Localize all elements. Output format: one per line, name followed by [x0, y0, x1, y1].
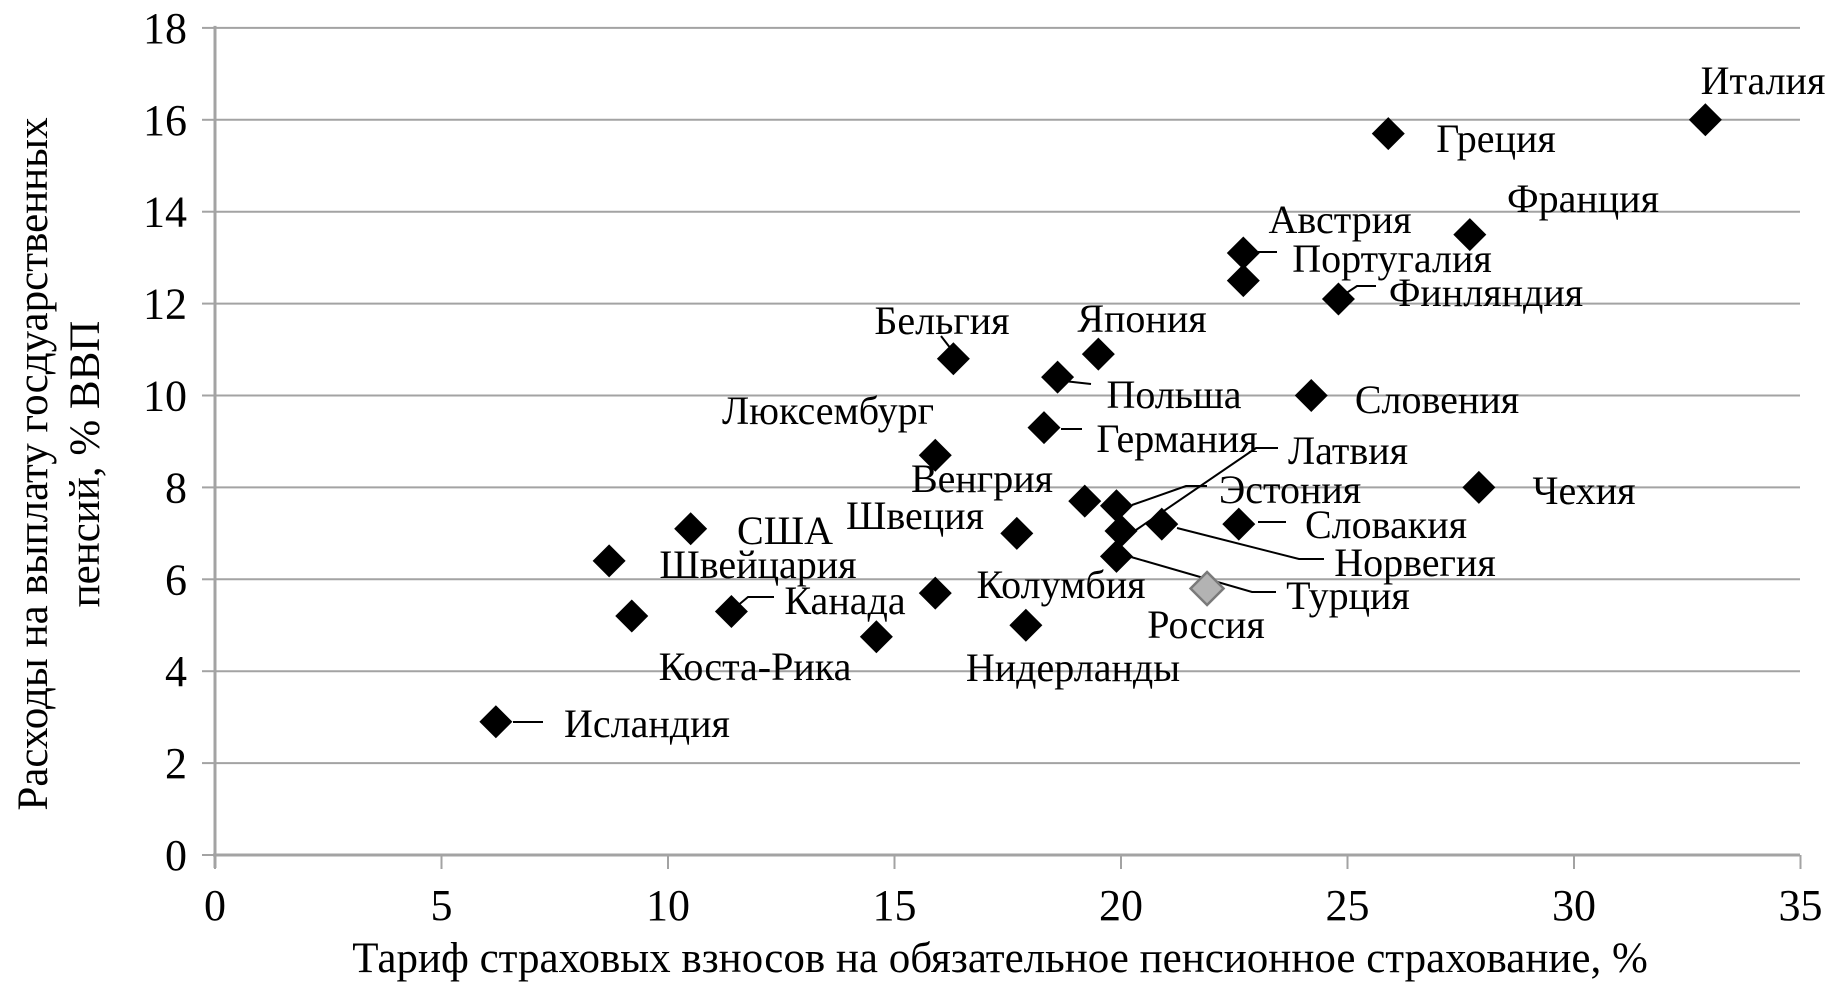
point-label: Португалия [1292, 236, 1492, 281]
scatter-point-швейцария [593, 544, 626, 577]
x-tick-label: 10 [646, 881, 690, 930]
scatter-point [615, 600, 648, 633]
leader-line [1177, 528, 1324, 559]
scatter-point-сша [674, 512, 707, 545]
y-tick-label: 10 [143, 371, 187, 421]
y-tick-label: 2 [165, 739, 187, 789]
y-tick-label: 18 [143, 3, 187, 53]
scatter-point-португалия [1227, 264, 1260, 297]
scatter-point-россия [1191, 572, 1224, 605]
point-label: Эстония [1218, 467, 1362, 512]
scatter-point-германия [1027, 411, 1060, 444]
y-tick-label: 8 [165, 463, 187, 513]
point-label: Венгрия [910, 456, 1054, 501]
scatter-point-венгрия [1068, 485, 1101, 518]
y-tick-label: 6 [165, 555, 187, 605]
point-label: Япония [1077, 296, 1207, 341]
scatter-point-финляндия [1322, 283, 1355, 316]
point-label: Чехия [1532, 468, 1636, 513]
point-label: Норвегия [1334, 540, 1496, 585]
leader-line [1345, 286, 1376, 294]
scatter-point-словакия [1222, 508, 1255, 541]
scatter-point-нидерланды [1009, 609, 1042, 642]
point-label: Греция [1436, 116, 1556, 161]
point-label: Франция [1507, 176, 1659, 221]
y-tick-label: 16 [143, 95, 187, 145]
scatter-point-коста-рика [860, 620, 893, 653]
y-axis-title-line1: Расходы на выплату госдуарственных [10, 117, 57, 811]
y-axis-title-line2: пенсий, % ВВП [62, 320, 109, 608]
point-label: Россия [1147, 602, 1265, 647]
point-label: Коста-Рика [658, 644, 852, 689]
scatter-point-колумбия [919, 577, 952, 610]
point-label: Словения [1354, 377, 1520, 422]
scatter-point-италия [1689, 103, 1722, 136]
scatter-point-латвия [1105, 515, 1138, 548]
scatter-point-норвегия [1145, 508, 1178, 541]
x-tick-label: 30 [1552, 881, 1596, 930]
scatter-point-словения [1295, 379, 1328, 412]
x-tick-label: 25 [1325, 881, 1370, 930]
point-label: Италия [1700, 58, 1826, 103]
x-tick-label: 0 [204, 881, 226, 930]
scatter-point-эстония [1100, 489, 1133, 522]
x-tick-label: 35 [1778, 881, 1823, 930]
x-axis-title: Тариф страховых взносов на обязательное пенсионное страхование, % [352, 935, 1648, 982]
point-label: Латвия [1287, 428, 1409, 473]
y-tick-label: 4 [165, 647, 187, 697]
point-label: Швеция [846, 493, 984, 538]
scatter-point-бельгия [937, 342, 970, 375]
y-axis-title [4, 2, 116, 926]
x-tick-label: 15 [872, 881, 917, 930]
scatter-point-япония [1082, 338, 1115, 371]
scatter-point-польша [1041, 361, 1074, 394]
point-label: Словакия [1305, 502, 1467, 547]
point-label: Люксембург [722, 388, 934, 433]
scatter-point-чехия [1462, 471, 1495, 504]
point-label: Швейцария [659, 542, 857, 587]
scatter-point-греция [1372, 117, 1405, 150]
point-label: Колумбия [976, 562, 1146, 607]
y-tick-label: 0 [165, 831, 187, 880]
scatter-point-исландия [479, 705, 512, 738]
point-label: Австрия [1268, 197, 1412, 242]
point-label: Финляндия [1388, 270, 1584, 315]
x-tick-label: 20 [1099, 881, 1143, 930]
point-label: Канада [784, 578, 906, 623]
point-label: США [737, 508, 833, 553]
point-label: Польша [1106, 372, 1242, 417]
point-label: Бельгия [874, 298, 1010, 343]
x-tick-label: 5 [430, 881, 453, 930]
point-label: Нидерланды [965, 645, 1181, 690]
y-tick-label: 12 [143, 279, 187, 329]
scatter-point-швеция [1000, 517, 1033, 550]
y-tick-label: 14 [143, 187, 187, 237]
point-label: Турция [1286, 573, 1410, 618]
point-label: Исландия [564, 701, 730, 746]
point-label: Германия [1096, 416, 1258, 461]
